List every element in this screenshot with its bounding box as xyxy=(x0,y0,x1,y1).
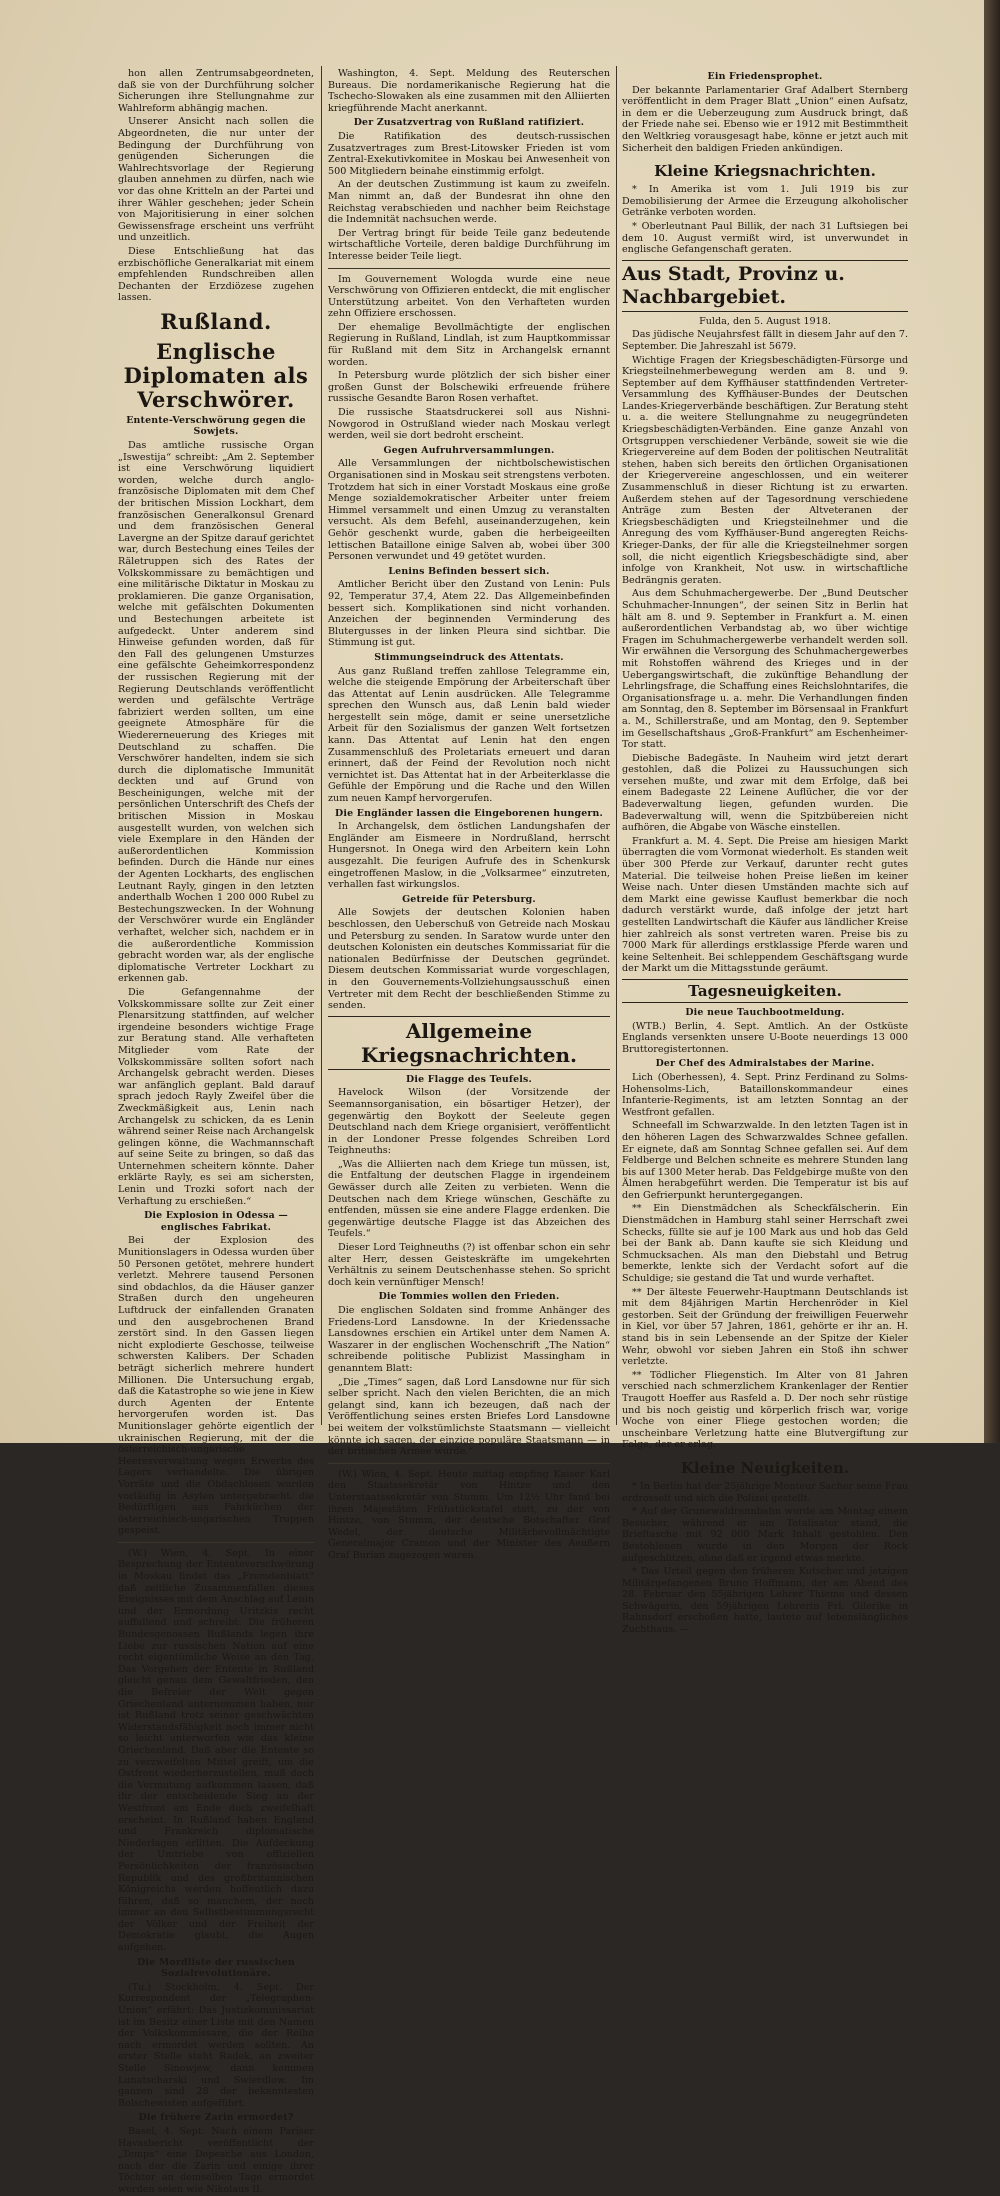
article-paragraph: Diese Entschließung hat das erzbischöfliche Generalkariat mit einem empfehlenden Rundschreiben allen Dechanten der Erzdiözese zugehen lassen. xyxy=(118,245,314,304)
section-heading-allgemeine-kriegsnachrichten: Allgemeine Kriegsnachrichten. xyxy=(328,1016,610,1070)
article-paragraph: Wichtige Fragen der Kriegsbeschädigten-Fürsorge und Kriegsteilnehmerbewegung werden am 8. und 9. September auf dem Kyffhäuser stattfindenden Vertreter-Versammlung des Kyffhäuser-Bundes der Deutschen Landes-Kriegerverbände beschäftigen. Zur Beratung steht u. a. die weitere Stellungnahme zu neugegründeten Kriegsbeschädigten-Verbänden. Eine ganze Anzahl von Ortsgruppen verschiedener Verbände, soweit sie wie die Kriegervereine auf dem Boden der politischen Neutralität stehen, haben sich bereits den örtlichen Organisationen der Kriegervereine angeschlossen, und ein weiterer Zusammenschluß in dieser Richtung ist zu erwarten. Außerdem stehen auf der Tagesordnung verschiedene Anträge zum Besten der Altveteranen der Kriegsbeschädigten und Kriegsteilnehmer und die Anregung des vom Kyffhäuser-Bund angeregten Reichs-Krieger-Danks, der für alle die Kriegsteilnehmer sorgen soll, die nicht eigentlich Kriegsbeschädigte sind, aber infolge von Krankheit, Not usw. in wirtschaftliche Bedrängnis geraten. xyxy=(622,354,908,586)
article-paragraph: (Tu.) Stockholm, 4. Sept. Der Korrespondent der „Telegraphen-Union“ erfährt: Das Justizkommissariat ist im Besitz einer Liste mit den Namen der Volkskommissare, die der Reihe nach ermordet werden sollten. An erster Stelle steht Radek, an zweiter Stelle Sinowjew, dann kommen Lunatscharski und Swierdlow. Im ganzen sind 28 der bekanntesten Bolschewisten aufgeführt. xyxy=(118,1981,314,2109)
article-paragraph: Im Gouvernement Wologda wurde eine neue Verschwörung von Offizieren entdeckt, die mit englischer Unterstützung arbeitet. Von den Verhafteten wurden zehn Offiziere erschossen. xyxy=(328,273,610,320)
article-paragraph: Washington, 4. Sept. Meldung des Reuterschen Bureaus. Die nordamerikanische Regierung hat die Tschecho-Slowaken als eine zusammen mit den Alliierten kriegführende Macht anerkannt. xyxy=(328,68,610,114)
article-paragraph: hon allen Zentrumsabgeordneten, daß sie von der Durchführung solcher Sicherungen ihre Stellungnahme zur Wahlreform abhängig machen. xyxy=(118,68,314,114)
book-spine xyxy=(984,0,1000,1443)
article-paragraph: ** Ein Dienstmädchen als Scheckfälscherin. Ein Dienstmädchen in Hamburg stahl seiner Herrschaft zwei Schecks, füllte sie auf je 100 Mark aus und hob das Geld bei der Bank ab. Dann kaufte sie sich Kleidung und Schmucksachen. Als man den Diebstahl und Betrug bemerkte, lenkte sich der Verdacht sofort auf die Schuldige; sie gestand die Tat und wurde verhaftet. xyxy=(622,1203,908,1285)
article-paragraph: ** Der älteste Feuerwehr-Hauptmann Deutschlands ist mit dem 84jährigen Martin Herchenröder in Kiel gestorben. Seit der Gründung der freiwilligen Feuerwehr in Kiel, vor über 57 Jahren, 1861, gehörte er ihr an. H. stand bis in sein Lebensende an der Spitze der Kieler Wehr, obwohl vor sieben Jahren ein Stoß ihn schwer verletzte. xyxy=(622,1286,908,1368)
section-heading-tagesneuigkeiten: Tagesneuigkeiten. xyxy=(622,979,908,1003)
article-paragraph: Basel, 4. Sept. Nach einem Pariser Havasbericht veröffentlicht der „Temps“ eine Depesche aus London, nach der die Zarin und einige ihrer Töchter an demselben Tage ermordet worden seien wie Nikolaus II. xyxy=(118,2125,314,2195)
subheading: Die Tommies wollen den Frieden. xyxy=(378,1291,560,1303)
column-left xyxy=(118,68,315,2195)
column-right xyxy=(622,68,908,1636)
article-paragraph: (WTB.) Berlin, 4. Sept. Amtlich. An der Ostküste Englands versenkten unsere U-Boote neuerdings 13 000 Bruttoregistertonnen. xyxy=(622,1020,908,1055)
article-paragraph: Der ehemalige Bevollmächtigte der englischen Regierung in Rußland, Lindlah, ist zum Hauptkommissar für Rußland mit dem Sitz in Archangelsk ernannt worden. xyxy=(328,321,610,368)
section-heading-kleine-kriegsnachrichten: Kleine Kriegsnachrichten. xyxy=(654,162,876,181)
article-paragraph: Alle Sowjets der deutschen Kolonien haben beschlossen, den Ueberschuß von Getreide nach Moskau und Petersburg zu senden. In Saratow wurde unter den deutschen Kolonisten ein deutsches Kommissariat für die nationalen Bedürfnisse der Deutschen gegründet. Diesem deutschen Kommissariat wurde vorgeschlagen, in den Gouvernements-Vollziehungsausschuß einen Vertreter mit dem Recht der beschließenden Stimme zu senden. xyxy=(328,907,610,1012)
article-paragraph: Frankfurt a. M. 4. Sept. Die Preise am hiesigen Markt überragten die vom Vormonat wiederholt. Es standen weit über 300 Pferde zur Verkauf, darunter recht gutes Material. Die teilweise hohen Preise ließen im keiner Weise nach. Unter diesen Umständen machte sich auf dem Markt eine gewisse Kauflust bemerkbar die noch dadurch verstärkt wurde, daß infolge der jetzt hart gestellten Landwirtschaft die Käufer aus ländlicher Kreise hier zahlreich als sonst vertreten waren. Preise bis zu 7000 Mark für allerdings erstklassige Pferde waren und keine Seltenheit. Bei schleppendem Geschäftsgang wurde der Markt um die Mittagsstunde geräumt. xyxy=(622,835,908,975)
subheading: Der Chef des Admiralstabes der Marine. xyxy=(655,1058,875,1070)
article-paragraph: Der bekannte Parlamentarier Graf Adalbert Sternberg veröffentlicht in dem Prager Blatt „Union“ einen Aufsatz, in dem er die Ueberzeugung zum Ausdruck bringt, daß der Friede nahe sei. Ebenso wie er 1912 mit Bestimmtheit den Weltkrieg vorausgesagt habe, könne er jetzt auch mit Sicherheit den baldigen Frieden ankündigen. xyxy=(622,84,908,154)
column-rule xyxy=(321,66,322,1425)
article-paragraph: Die Gefangennahme der Volkskommissare sollte zur Zeit einer Plenarsitzung stattfinden, auf welcher irgendeine besonders wichtige Frage zur Beratung stand. Alle verhafteten Mitglieder vom Rate der Volkskommissäre sollten sofort nach Archangelsk gebracht werden. Dieses war anfänglich geplant. Bald darauf sprach jedoch Rayly Zweifel über die Zweckmäßigkeit aus, Lenin nach Archangelsk zu schicken, da es Lenin während seiner Reise nach Archangelsk gelingen könne, die Wachmannschaft auf seine Seite zu bringen, so daß das Unternehmen scheitern könnte. Daher erklärte Rayly, es sei am sichersten, Lenin und Trozki sofort nach der Verhaftung zu erschießen.“ xyxy=(118,986,314,1207)
article-paragraph: Lich (Oberhessen), 4. Sept. Prinz Ferdinand zu Solms-Hohensolms-Lich, Bataillonskommandeur eines Infanterie-Regiments, ist am letzten Sonntag an der Westfront gefallen. xyxy=(622,1071,908,1118)
subheading: Die Flagge des Teufels. xyxy=(406,1073,532,1085)
article-paragraph: (W.) Wien, 4. Sept. In einer Besprechung der Ententeverschwörung in Moskau findet das „Fremdenblatt“ daß zeitliche Zusammenfallen dieses Ereignisses mit dem Anschlag auf Lenin und der Ermordung Uritzkis recht auffallend und schreibt: Die früheren Bundesgenossen Rußlands legen ihre Liebe zur russischen Nation auf eine recht eigentümliche Weise an den Tag. Das Vorgehen der Entente in Rußland gleicht genau dem Gewaltfrieden, den die Befreier der Welt gegen Griechenland unternommen haben, nur ist Rußland trotz seiner geschwächten Widerstandsfähigkeit noch immer nicht so leicht unterworfen wie das kleine Griechenland. Daß aber die Entente so zu verzweifelten Mittel greift, um die Ostfront wiederherzustellen, muß doch die Vermutung aufkommen lassen, daß ihr der entscheidende Sieg an der Westfront am Ende doch zweifelhaft erscheint. In Rußland haben England und Frankreich diplomatische Niederlagen erlitten. Die Aufdeckung der Umtriebe von offiziellen Persönlichkeiten der französischen Republik und des großbritannischen Königreichs werden hoffentlich dazu führen, daß so manchem, der noch immer an den Selbstbestimmungsrecht der Völker und der Freiheit der Demokratie glaubt, die Augen aufgehen. xyxy=(118,1547,314,1954)
column-middle xyxy=(328,68,610,1561)
section-heading-russland: Rußland. xyxy=(160,308,272,334)
article-paragraph: Bei der Explosion des Munitionslagers in Odessa wurden über 50 Personen getötet, mehrere hundert verletzt. Mehrere tausend Personen sind obdachlos, da die Häuser ganzer Straßen durch den ungeheuren Luftdruck der einfallenden Granaten und den ausgebrochenen Brand zerstört sind. In den Gassen liegen nicht explodierte Geschosse, teilweise schwersten Kalibers. Der Schaden beträgt sicherlich mehrere hundert Millionen. Die Untersuchung ergab, daß die Katastrophe so wie jene in Kiew durch Agenten der Entente hervorgerufen worden ist. Das Munitionslager gehörte eigentlich der ukrainischen Regierung, mit der die österreichisch-ungarische Heeresverwaltung wegen Erwerbs des Lagers verhandelte. Die übrigen Vorräte und die Obdachlosen wurden vorläufig in Asylen untergebracht. die Bedürftigen aus Fahrküchen der österreichisch-ungarischen Truppen gespeist. xyxy=(118,1235,314,1537)
subheading: Lenins Befinden bessert sich. xyxy=(388,565,550,577)
article-paragraph: ** Tödlicher Fliegenstich. Im Alter von 81 Jahren verschied nach schmerzlichem Krankenlager der Rentier Traugott Hoeffer aus Rasfeld a. D. Der noch sehr rüstige und bis noch geistig und körperlich frisch war, vorige Woche von einer Fliege gestochen worden; die unscheinbare Verletzung hatte eine Blutvergiftung zur Folge, der er erlag. xyxy=(622,1369,908,1451)
divider xyxy=(118,1542,314,1543)
article-paragraph: An der deutschen Zustimmung ist kaum zu zweifeln. Man nimmt an, daß der Bundesrat ihn ohne den Reichstag verabschieden und nachher beim Reichstage die Indemnität nachsuchen werde. xyxy=(328,179,610,226)
article-paragraph: Aus ganz Rußland treffen zahllose Telegramme ein, welche die steigende Empörung der Arbeiterschaft über das Attentat auf Lenin ausdrücken. Alle Telegramme sprechen den Wunsch aus, daß Lenin bald wieder hergestellt sein möge, damit er seine unersetzliche Arbeit für den Sozialismus der ganzen Welt fortsetzen kann. Das Attentat auf Lenin hat den engen Zusammenschluß des Proletariats erneuert und daran erinnert, daß der Feind der Revolution noch nicht vernichtet ist. Das Attentat hat in der Arbeiterklasse die Gefühle der Empörung und die Rache und den Willen zum neuen Kampf hervorgerufen. xyxy=(328,665,610,805)
article-paragraph: Unserer Ansicht nach sollen die Abgeordneten, die nur unter der Bedingung der Durchführung von genügenden Sicherungen die Wahlrechtsvorlage der Regierung glauben annehmen zu dürfen, nach wie vor das ohne Kritteln an der Partei und ihrer Wähler geschehen; jeder Schein von Majoritisierung in einer solchen Gewissensfrage erscheint uns verfrüht und unzeitlich. xyxy=(118,116,314,244)
article-paragraph: Der Vertrag bringt für beide Teile ganz bedeutende wirtschaftliche Vorteile, deren baldige Durchführung im Interesse beider Teile liegt. xyxy=(328,227,610,262)
subheading: Ein Friedensprophet. xyxy=(707,71,823,82)
article-paragraph: * Oberleutnant Paul Billik, der nach 31 Luftsiegen bei dem 10. August vermißt wird, ist unverwundet in englische Gefangenschaft geraten. xyxy=(622,220,908,256)
subheading: Der Zusatzvertrag von Rußland ratifiziert. xyxy=(353,117,585,129)
divider xyxy=(328,268,610,269)
column-rule xyxy=(616,66,617,1425)
article-paragraph: * In Amerika ist vom 1. Juli 1919 bis zur Demobilisierung der Armee die Erzeugung alkoholischer Getränke verboten worden. xyxy=(622,184,908,219)
article-paragraph: Das jüdische Neujahrsfest fällt in diesem Jahr auf den 7. September. Die Jahreszahl ist 5679. xyxy=(622,329,908,352)
article-paragraph: Die russische Staatsdruckerei soll aus Nishni-Nowgorod in Ostrußland wieder nach Moskau verlegt werden, weil sie dort bedroht erscheint. xyxy=(328,407,610,442)
article-paragraph: Die Ratifikation des deutsch-russischen Zusatzvertrages zum Brest-Litowsker Frieden ist vom Zentral-Exekutivkomitee in Moskau bei Anwesenheit von 500 Mitgliedern beinahe einstimmig erfolgt. xyxy=(328,130,610,177)
article-paragraph: Alle Versammlungen der nichtbolschewistischen Organisationen sind in Moskau seit strengstens verboten. Trotzdem hat sich in einer Vorstadt Moskaus eine große Menge sozialdemokratischer Arbeiter unter freiem Himmel versammelt und einen Umzug zu veranstalten versucht. Als dem Befehl, auseinanderzugehen, kein Gehör geschenkt wurde, gaben die herbeigeeilten lettischen Bataillone einige Salven ab, wobei über 300 Personen verwundet und 49 getötet wurden. xyxy=(328,458,610,563)
article-paragraph: * In Berlin hat der 25jährige Monteur Sacher seine Frau erdrosselt und sich die Polizei gestellt. xyxy=(622,1480,908,1504)
subheading: Entente-Verschwörung gegen die Sowjets. xyxy=(126,414,306,438)
subheading: Die Mordliste der russischen Sozialrevolutionäre. xyxy=(137,1956,295,1980)
article-paragraph: Amtlicher Bericht über den Zustand von Lenin: Puls 92, Temperatur 37,4, Atem 22. Das Allgemeinbefinden bessert sich. Komplikationen sind nicht vorhanden. Anzeichen der beginnenden Verminderung des Blutergusses in der linken Pleura sind sichtbar. Die Stimmung ist gut. xyxy=(328,579,610,649)
subheading: Die Engländer lassen die Eingeborenen hungern. xyxy=(335,807,603,819)
article-paragraph: In Petersburg wurde plötzlich der sich bisher einer großen Gunst der Bolschewiki erfreuende frühere russische Gesandte Baron Rosen verhaftet. xyxy=(328,370,610,405)
article-paragraph: Havelock Wilson (der Vorsitzende der Seemannsorganisation, ein bösartiger Hetzer), der gegenwärtig den Boykott der Seeleute gegen Deutschland nach dem Kriege organisiert, veröffentlicht in der Londoner Presse folgendes Schreiben Lord Teighneuths: xyxy=(328,1087,610,1157)
dateline: Fulda, den 5. August 1918. xyxy=(699,315,831,327)
article-paragraph: „Die „Times“ sagen, daß Lord Lansdowne nur für sich selber spricht. Nach den vielen Berichten, die an mich gelangt sind, kann ich bezeugen, daß nach der Veröffentlichung seines ersten Briefes Lord Lansdowne bei weitem der volkstümlichste Staatsmann — vielleicht könnte ich sagen, der einzige populäre Staatsmann — in der britischen Armee wurde.“ xyxy=(328,1376,610,1458)
article-paragraph: * Auf der Grunewaldrennbahn wurde am Montag einem Besucher, während er am Totalisator stand, die Brieftasche mit 92 000 Mark Inhalt gestohlen. Den Bestohlenen wurde in den Morgen der Rock aufgeschlitzen, ohne daß er irgend etwas merkte. xyxy=(622,1506,908,1564)
section-heading-kleine-neuigkeiten: Kleine Neuigkeiten. xyxy=(680,1458,850,1477)
article-paragraph: (W.) Wien, 4. Sept. Heute mittag empfing Kaiser Karl den Staatssekretär von Hintze und den Unterstaatssekretär von Stumm. Um 12½ Uhr fand bei ihren Majestäten Frühstückstafel statt, zu der von Hintze, von Stumm, der deutsche Botschafter Graf Wedel, der deutsche Militärbevollmächtigte Generalmajor Cramon und der Minister des Aeußern Graf Burian zugezogen waren. xyxy=(328,1468,610,1561)
article-paragraph: „Was die Alliierten nach dem Kriege tun müssen, ist, die Entfaltung der deutschen Flagge in irgendeinem Gewässer durch alle Zeiten zu verbieten. Wenn die Deutschen nach dem Kriege wünschen, Geschäfte zu entfenden, müssen sie eine andere Flagge erdenken. Die gegenwärtige deutsche Flagge ist das Abzeichen des Teufels.“ xyxy=(328,1158,610,1240)
article-paragraph: Die englischen Soldaten sind fromme Anhänger des Friedens-Lord Lansdowne. In der Kriedenssache Lansdownes erschien ein Artikel unter dem Namen A. Waszarer in der englischen Wochenschrift „The Nation“ schreibende politische Publizist Massingham in genanntem Blatt: xyxy=(328,1305,610,1374)
article-paragraph: In Archangelsk, dem östlichen Landungshafen der Engländer am Eismeere in Nordrußland, herrscht Hungersnot. In Onega wird den Arbeitern kein Lohn ausgezahlt. Die feurigen Aufrufe des in Schenkursk eingetroffenen Maslow, in die „Volksarmee“ einzutreten, verhallen fast wirkungslos. xyxy=(328,821,610,891)
subheading: Stimmungseindruck des Attentats. xyxy=(374,651,564,663)
subheading: Die frühere Zarin ermordet? xyxy=(138,2112,294,2124)
headline-englische-diplomaten: Englische Diplomaten als Verschwörer. xyxy=(123,338,309,412)
section-heading-aus-stadt: Aus Stadt, Provinz u. Nachbargebiet. xyxy=(622,260,908,312)
subheading: Gegen Aufruhrversammlungen. xyxy=(383,444,555,456)
article-paragraph: Schneefall im Schwarzwalde. In den letzten Tagen ist in den höheren Lagen des Schwarzwaldes Schnee gefallen. Er eignete, daß am Sonntag Schnee gefallen sei. Auf dem Feldberge und Belchen schneite es mehrere Stunden lang bis auf 1300 Meter herab. Das Feldgebirge mußte von den Älmen herabgeführt werden. Die Temperatur ist bis auf den Gefrierpunkt heruntergegangen. xyxy=(622,1120,908,1201)
subheading: Getreide für Petersburg. xyxy=(402,893,536,905)
article-paragraph: * Das Urteil gegen den früheren Kutscher und jetzigen Militärgefangenen Bruno Hoffmann, der am Abend des 28. Februar den 55jährigen Lehrer Thieme und dessen Schwägerin, den 59jährigen Lehrerin Frl. Gilerike in Rahnsdorf erschoßen hatte, lautete auf lebenslängliches Zuchthaus. — xyxy=(622,1566,908,1636)
divider xyxy=(328,1463,610,1464)
subheading: Die Explosion in Odessa — englisches Fabrikat. xyxy=(144,1210,288,1233)
article-paragraph: Aus dem Schuhmachergewerbe. Der „Bund Deutscher Schuhmacher-Innungen“, der seinen Sitz in Berlin hat hält am 8. und 9. September in Frankfurt a. M. einen außerordentlichen Verbandstag ab, wo über wichtige Fragen im Schuhmachergewerbe verhandelt werden soll. Wir erwähnen die Versorgung des Schuhmachergewerbes mit Rohstoffen während des Krieges und in der Uebergangswirtschaft, die zukünftige Behandlung der Lehrlingsfrage, die Schaffung eines Reichslohntarifes, die Organisationsfrage u. a. mehr. Die Verhandlungen finden am Sonntag, den 8. September im Börsensaal in Frankfurt a. M., Schillerstraße, und am Montag, den 9. September im Gesellschaftshaus „Groß-Frankfurt“ am Eschenheimer-Tor statt. xyxy=(622,588,908,751)
subheading: Die neue Tauchbootmeldung. xyxy=(685,1006,845,1018)
article-paragraph: Diebische Badegäste. In Nauheim wird jetzt derart gestohlen, daß die Polizei zu Haussuchungen sich versehen mußte, und zwar mit dem Erfolge, daß bei einem Badegaste 22 Leinene Auflücher, die vor der Badeverwaltung liegen, gefunden wurden. Die Badeverwaltung will, wenn die Spitzbübereien nicht aufhören, die Abgabe von Wäsche einstellen. xyxy=(622,752,908,834)
article-paragraph: Dieser Lord Teighneuths (?) ist offenbar schon ein sehr alter Herr, dessen Geisteskräfte im umgekehrten Verhältnis zu seinem Deutschenhasse stehen. So spricht doch kein vernünftiger Mensch! xyxy=(328,1242,610,1288)
article-paragraph: Das amtliche russische Organ „Iswestija“ schreibt: „Am 2. September ist eine Verschwörung liquidiert worden, welche durch anglo-französische Diplomaten mit dem Chef der britischen Mission Lockhart, dem französischen Generalkonsul Grenard und dem französischen General Lavergne an der Spitze darauf gerichtet war, durch Bestechung eines Teiles der Räletruppen sich des Rates der Volkskommissare zu bemächtigen und eine militärische Diktatur in Moskau zu proklamieren. Die ganze Organisation, welche mit gefälschten Dokumenten und Bestechungen arbeitete ist aufgedeckt. Unter anderem sind Hinweise gefunden worden, daß für den Fall des gelungenen Umsturzes eine gefälschte Geheimkorrespondenz der russischen Regierung mit der Regierung Deutschlands veröffentlicht werden und gefälschte Verträge fabriziert werden sollten, um eine geeignete Atmosphäre für die Wiedererneuerung des Krieges mit Deutschland zu schaffen. Die Verschwörer handelten, indem sie sich durch die diplomatische Immunität deckten und auf Grund von Bescheinigungen, welche mit der persönlichen Unterschrift des Chefs der britischen Mission in Moskau ausgestellt wurden, von welchen sich viele Exemplare in den Händen der außerordentlichen Kommission befinden. Durch die Hände nur eines der Agenten Lockharts, des englischen Leutnant Rayly, gingen in den letzten anderthalb Wochen 1 200 000 Rubel zu Bestechungszwecken. In der Wohnung der Verschwörer wurde ein Engländer verhaftet, welcher sich, nachdem er in die außerordentliche Kommission gebracht worden war, als der englische diplomatische Vertreter Lockhart zu erkennen gab. xyxy=(118,440,315,985)
